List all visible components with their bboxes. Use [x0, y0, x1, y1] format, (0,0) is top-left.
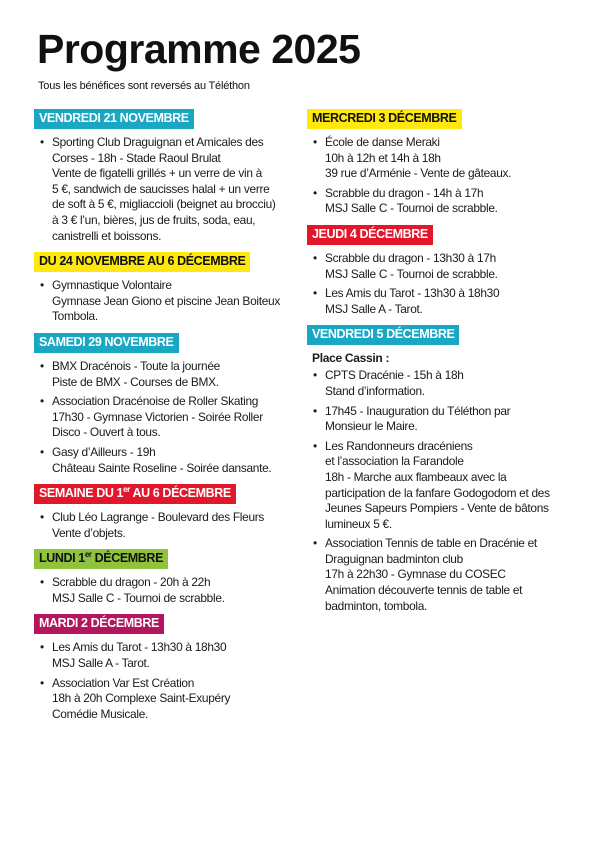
- section-header: [34, 252, 250, 272]
- event-list: [34, 640, 292, 722]
- event-line: • Association Dracénoise de Roller Skating: [52, 394, 259, 409]
- section-header-text: JEUDI 4 DÉCEMBRE: [312, 226, 428, 241]
- section-header-text: DU 24 NOVEMBRE AU 6 DÉCEMBRE: [39, 254, 246, 269]
- section-vendredi-21-novembre: [34, 109, 292, 244]
- event-list: [307, 251, 569, 317]
- event-line: • Scrabble du dragon - 14h à 17h: [325, 185, 484, 200]
- event-line: Draguignan badminton club: [325, 551, 463, 566]
- event-item: [307, 135, 569, 182]
- event-item: [34, 445, 292, 476]
- event-line: • École de danse Meraki: [325, 135, 440, 149]
- event-line: MSJ Salle C - Tournoi de scrabble.: [325, 266, 498, 281]
- section-header: [34, 484, 236, 504]
- section-header-superscript: er: [123, 484, 130, 494]
- event-line: • Scrabble du dragon - 20h à 22h: [52, 575, 211, 590]
- event-line: • Les Amis du Tarot - 13h30 à 18h30: [52, 640, 227, 655]
- section-header-text: MERCREDI 3 DÉCEMBRE: [312, 111, 457, 125]
- event-line: MSJ Salle A - Tarot.: [52, 656, 150, 671]
- event-line: Vente d’objets.: [52, 525, 126, 540]
- event-list: [34, 278, 292, 325]
- event-line: Stand d’information.: [325, 383, 425, 398]
- event-line: 10h à 12h et 14h à 18h: [325, 150, 441, 165]
- event-item: [307, 186, 569, 217]
- section-mercredi-3-decembre: [307, 109, 569, 217]
- event-line: badminton, tombola.: [325, 598, 428, 613]
- event-line: 5 €, sandwich de saucisses halal + un verre: [52, 181, 270, 196]
- event-line: 39 rue d’Arménie - Vente de gâteaux.: [325, 166, 512, 181]
- event-line: et l’association la Farandole: [325, 454, 464, 469]
- event-line: • Club Léo Lagrange - Boulevard des Fleurs: [52, 510, 265, 525]
- section-lundi-1-decembre: [34, 549, 292, 606]
- section-header: [307, 109, 462, 129]
- section-header-superscript: er: [84, 550, 92, 560]
- event-item: [307, 404, 569, 435]
- event-line: • Gasy d’Ailleurs - 19h: [52, 444, 156, 459]
- place-label: Place Cassin :: [312, 351, 390, 366]
- event-item: [34, 359, 292, 390]
- event-list: [34, 135, 292, 244]
- event-item: [34, 640, 292, 671]
- event-line: • Scrabble du dragon - 13h30 à 17h: [325, 250, 496, 265]
- section-header: [307, 225, 433, 245]
- section-header-text: VENDREDI 5 DÉCEMBRE: [312, 327, 455, 342]
- event-item: [307, 439, 569, 533]
- section-header: [34, 109, 194, 129]
- event-line: lumineux 5 €.: [325, 516, 392, 531]
- event-list: [307, 368, 569, 614]
- event-line: à 3 € l’un, bières, jus de fruits, soda, eau,: [52, 212, 256, 227]
- section-header: [34, 549, 168, 569]
- event-line: • BMX Dracénois - Toute la journée: [52, 358, 220, 373]
- event-line: • Les Amis du Tarot - 13h30 à 18h30: [325, 286, 500, 301]
- event-line: Vente de figatelli grillés + un verre de vin à: [52, 166, 262, 181]
- event-line: • Gymnastique Volontaire: [52, 278, 172, 293]
- event-list: [34, 359, 292, 476]
- left-column: [34, 109, 292, 730]
- section-header: [307, 325, 459, 345]
- event-item: [307, 536, 569, 614]
- section-mardi-2-decembre: [34, 614, 292, 722]
- event-line: Tombola.: [52, 309, 98, 324]
- event-line: Disco - Ouvert à tous.: [52, 425, 161, 440]
- event-line: Piste de BMX - Courses de BMX.: [52, 374, 219, 389]
- event-line: • Sporting Club Draguignan et Amicales des: [52, 135, 264, 149]
- section-header-text-rest: DÉCEMBRE: [91, 551, 163, 566]
- event-line: Corses - 18h - Stade Raoul Brulat: [52, 150, 221, 165]
- event-item: [307, 286, 569, 317]
- section-samedi-29-novembre: [34, 333, 292, 476]
- event-line: 18h à 20h Complexe Saint-Exupéry: [52, 691, 231, 706]
- right-column: [307, 109, 569, 622]
- event-line: • Les Randonneurs dracéniens: [325, 438, 473, 453]
- event-item: [34, 510, 292, 541]
- section-header-text: MARDI 2 DÉCEMBRE: [39, 616, 159, 631]
- event-line: 17h à 22h30 - Gymnase du COSEC: [325, 567, 506, 582]
- event-item: [34, 676, 292, 723]
- event-line: MSJ Salle C - Tournoi de scrabble.: [325, 201, 498, 216]
- event-line: participation de la fanfare Godogodom et des: [325, 485, 550, 500]
- event-list: [34, 510, 292, 541]
- event-list: [34, 575, 292, 606]
- section-header-text: LUNDI 1: [39, 551, 85, 566]
- section-header: [34, 333, 179, 353]
- event-item: [307, 368, 569, 399]
- section-jeudi-4-decembre: [307, 225, 569, 317]
- event-line: Comédie Musicale.: [52, 706, 149, 721]
- section-header-text: SEMAINE DU 1: [39, 486, 124, 501]
- section-vendredi-5-decembre: [307, 325, 569, 614]
- event-line: • CPTS Dracénie - 15h à 18h: [325, 368, 464, 383]
- event-line: • Association Var Est Création: [52, 675, 195, 690]
- section-header-text-rest: AU 6 DÉCEMBRE: [129, 486, 231, 501]
- section-du-24-novembre-au-6-decembre: [34, 252, 292, 325]
- section-header-text: VENDREDI 21 NOVEMBRE: [39, 111, 189, 125]
- event-line: Jeunes Sapeurs Pompiers - Vente de bâtons: [325, 501, 549, 516]
- event-line: de soft à 5 €, migliaccioli (beignet au brocciu): [52, 197, 276, 212]
- page-title: Programme 2025: [37, 26, 361, 72]
- event-line: Monsieur le Maire.: [325, 419, 418, 434]
- event-line: • 17h45 - Inauguration du Téléthon par: [325, 403, 511, 418]
- event-line: • Association Tennis de table en Dracénie et: [325, 536, 537, 551]
- event-item: [34, 575, 292, 606]
- event-line: canistrelli et boissons.: [52, 228, 162, 243]
- page-subtitle: Tous les bénéfices sont reversés au Téléthon: [38, 80, 250, 92]
- event-item: [34, 394, 292, 441]
- event-line: MSJ Salle A - Tarot.: [325, 301, 423, 316]
- event-line: MSJ Salle C - Tournoi de scrabble.: [52, 590, 225, 605]
- event-item: [34, 278, 292, 325]
- section-semaine-du-1-au-6-decembre: [34, 484, 292, 541]
- section-header: [34, 614, 164, 634]
- event-line: Gymnase Jean Giono et piscine Jean Boiteux: [52, 293, 280, 308]
- section-header-text: SAMEDI 29 NOVEMBRE: [39, 334, 174, 349]
- event-line: Château Sainte Roseline - Soirée dansante.: [52, 460, 272, 475]
- event-line: Animation découverte tennis de table et: [325, 583, 523, 598]
- event-list: [307, 135, 569, 217]
- event-item: [34, 135, 292, 244]
- event-line: 17h30 - Gymnase Victorien - Soirée Roller: [52, 409, 263, 424]
- event-item: [307, 251, 569, 282]
- event-line: 18h - Marche aux flambeaux avec la: [325, 469, 507, 484]
